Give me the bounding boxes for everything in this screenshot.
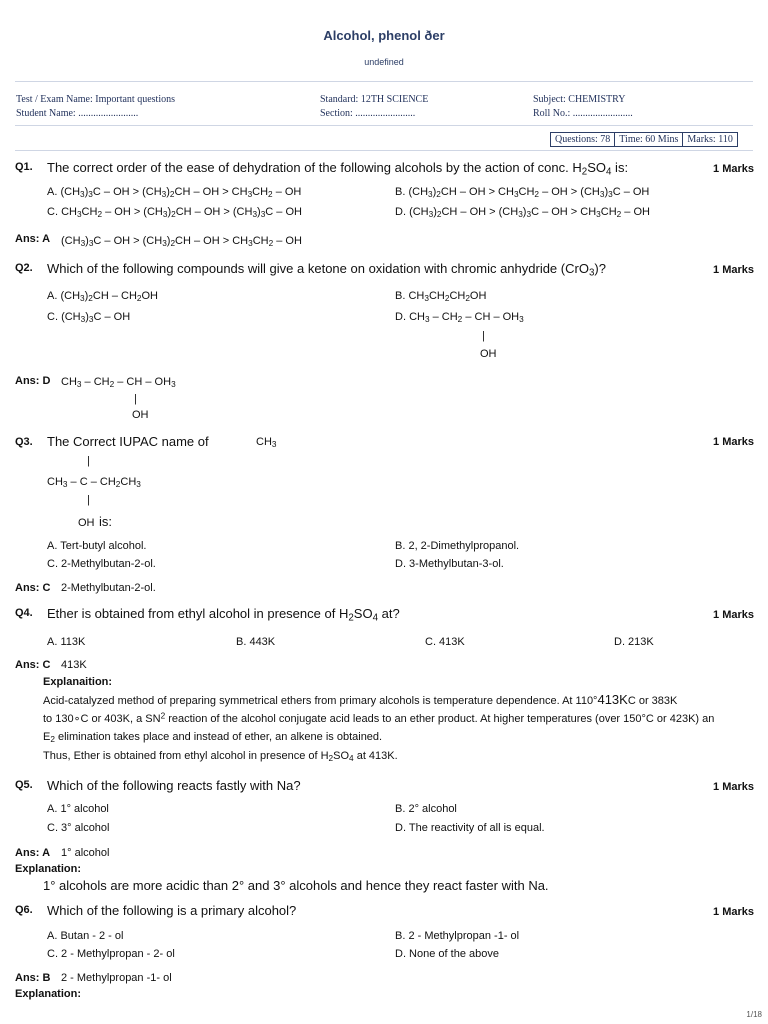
question-number: Q1. xyxy=(15,161,33,173)
subscript: 4 xyxy=(372,612,379,624)
subscript: 4 xyxy=(606,166,612,178)
explanation-line xyxy=(43,750,398,762)
question-marks: 1 Marks xyxy=(713,906,754,918)
option-formula: $(CH_3)_2CH - CH_2OH$ xyxy=(60,290,158,304)
option-c: C. 413K xyxy=(425,636,465,648)
option-formula: $CH_3CH_2$ – OH > $(CH_3)_2CH$ – OH > $(CH_3)_3C$ – OH xyxy=(61,206,302,220)
subscript: 2 xyxy=(348,612,354,624)
subscript: 2 xyxy=(50,735,55,745)
option-formula: $(CH_3)_2CH$ – OH > $CH_3CH_2$ – OH > $(CH_3)_3C$ – OH xyxy=(408,186,650,200)
option-formula: $CH_3 - CH_2$ – CH – $OH_3$ xyxy=(409,311,524,325)
option-b: B. 2 - Methylpropan -1- ol xyxy=(395,930,520,942)
option-c: C. 2 - Methylpropan - 2- ol xyxy=(47,948,175,960)
student-name: Student Name: ........................ xyxy=(16,108,139,119)
explanation-line xyxy=(43,731,382,743)
question-text-part: at? xyxy=(378,606,400,621)
option-formula: $(CH_3)_3C$ – OH xyxy=(61,311,131,325)
question-marks: 1 Marks xyxy=(713,609,754,621)
option-b: B. 443K xyxy=(236,636,276,648)
option-a xyxy=(47,290,158,302)
answer-formula: $(CH_3)_3C$ – OH > $(CH_3)_2CH$ – OH > $CH_3CH_2$ – OH xyxy=(61,235,302,249)
struct-main-chain xyxy=(47,476,141,488)
bond-line: | xyxy=(87,494,90,506)
subscript: 3 xyxy=(588,267,595,279)
question-text xyxy=(47,606,400,624)
question-text: Which of the following reacts fastly with Na? xyxy=(47,778,301,793)
exam-stats xyxy=(550,132,738,147)
subscript: 2 xyxy=(328,754,334,764)
hydroxyl-group: OH xyxy=(78,517,95,529)
answer-label: Ans: A xyxy=(15,847,51,859)
header-divider xyxy=(15,81,753,82)
explanation-text: elimination takes place and instead of ether, an alkene is obtained. xyxy=(54,731,383,743)
explanation-heading: Explanation: xyxy=(15,863,82,875)
explanation-text: Acid-catalyzed method of preparing symmetrical ethers from primary alcohols is temperature dependence. At 110° xyxy=(43,695,598,707)
explanation-text: reaction of the alcohol conjugate acid leads to an ether product. At higher temperatures (over 150°C or 423K) an xyxy=(165,713,715,725)
question-text-part: SO xyxy=(353,606,373,621)
answer-formula: $CH_3 - CH_2$ – CH – $OH_3$ xyxy=(61,376,176,390)
question-marks: 1 Marks xyxy=(713,264,754,276)
subscript: 2 xyxy=(581,166,588,178)
question-number: Q2. xyxy=(15,262,33,274)
answer-label: Ans: C xyxy=(15,582,51,594)
question-marks: 1 Marks xyxy=(713,163,754,175)
answer-label: Ans: B xyxy=(15,972,51,984)
option-d: D. 3-Methylbutan-3-ol. xyxy=(395,558,504,570)
section: Section: ........................ xyxy=(320,108,416,119)
option-formula: $CH_3CH_2CH_2OH$ xyxy=(408,290,487,304)
option-letter: A. xyxy=(47,186,58,198)
explanation-text: SO xyxy=(333,750,350,762)
option-letter: C. xyxy=(47,311,58,323)
option-b: B. 2, 2-Dimethylpropanol. xyxy=(395,540,520,552)
answer-label: Ans: C xyxy=(15,659,51,671)
page-number: 1/18 xyxy=(746,1010,762,1019)
total-marks: Marks: 110 xyxy=(687,134,733,145)
option-letter: B. xyxy=(395,186,406,198)
answer-text: 1° alcohol xyxy=(61,847,110,859)
bond-line: | xyxy=(482,330,485,342)
stats-divider xyxy=(15,150,753,151)
question-text: Which of the following is a primary alcohol? xyxy=(47,903,297,918)
option-d: D. 213K xyxy=(614,636,654,648)
question-text-part: The correct order of the ease of dehydration of the following alcohols by the action of conc. H xyxy=(47,160,582,175)
option-d: D. None of the above xyxy=(395,948,499,960)
option-b xyxy=(395,290,486,302)
answer-label: Ans: A xyxy=(15,233,51,245)
option-letter: B. xyxy=(395,290,406,302)
formula: $CH_3$ – C – $CH_2CH_3$ xyxy=(47,476,141,490)
explanation-text: 413K xyxy=(597,692,628,707)
formula: $CH_3$ xyxy=(256,436,277,450)
struct-methyl xyxy=(256,436,276,448)
answer-label: Ans: D xyxy=(15,375,51,387)
struct-oh xyxy=(78,513,112,531)
option-formula: $(CH_3)_2CH$ – OH > $(CH_3)_3C$ – OH > $CH_3CH_2$ – OH xyxy=(409,206,650,220)
option-a: A. 1° alcohol xyxy=(47,803,109,815)
page-subtitle: undefined xyxy=(364,57,404,67)
subscript: 4 xyxy=(349,754,354,764)
option-letter: D. xyxy=(395,206,406,218)
explanation-text: to 130∘C or 403K, a SN xyxy=(43,713,161,725)
question-text-part: is: xyxy=(98,514,112,529)
time-limit: Time: 60 Mins xyxy=(615,133,683,146)
subject: Subject: CHEMISTRY xyxy=(533,94,626,105)
roll-no: Roll No.: ........................ xyxy=(533,108,633,119)
question-text-part: Which of the following compounds will give a ketone on oxidation with chromic anhydride (CrO xyxy=(47,261,589,276)
explanation-heading: Explanation: xyxy=(15,988,82,1000)
page-title: Alcohol, phenol ðer xyxy=(323,28,445,43)
hydroxyl-group: OH xyxy=(132,409,149,421)
explanation-heading: Explanaition: xyxy=(43,676,113,688)
question-number: Q4. xyxy=(15,607,33,619)
question-text-part: is: xyxy=(611,160,629,175)
explanation-text: 1° alcohols are more acidic than 2° and 3° alcohols and hence they react faster with Na. xyxy=(43,878,549,893)
answer-text: 2-Methylbutan-2-ol. xyxy=(61,582,156,594)
option-letter: A. xyxy=(47,290,58,302)
question-text: The Correct IUPAC name of xyxy=(47,434,209,449)
option-d xyxy=(395,206,650,218)
question-number: Q6. xyxy=(15,904,33,916)
answer-text: 413K xyxy=(61,659,87,671)
explanation-line xyxy=(43,692,677,707)
question-marks: 1 Marks xyxy=(713,436,754,448)
question-number: Q3. xyxy=(15,436,33,448)
option-a xyxy=(47,186,301,198)
standard: Standard: 12TH SCIENCE xyxy=(320,94,429,105)
explanation-line xyxy=(43,712,714,725)
explanation-text: E xyxy=(43,731,51,743)
explanation-text: Thus, Ether is obtained from ethyl alcohol in presence of H xyxy=(43,750,329,762)
question-marks: 1 Marks xyxy=(713,781,754,793)
bond-line: | xyxy=(87,455,90,467)
option-d: D. The reactivity of all is equal. xyxy=(395,822,545,834)
option-a: A. 113K xyxy=(47,636,86,648)
option-c xyxy=(47,206,302,218)
option-letter: D. xyxy=(395,311,406,323)
option-c: C. 2-Methylbutan-2-ol. xyxy=(47,558,156,570)
hydroxyl-group: OH xyxy=(480,348,497,360)
questions-count: Questions: 78 xyxy=(551,133,615,146)
option-c: C. 3° alcohol xyxy=(47,822,110,834)
explanation-text: at 413K. xyxy=(353,750,398,762)
meta-divider xyxy=(15,125,753,126)
option-c xyxy=(47,311,130,323)
question-number: Q5. xyxy=(15,779,33,791)
answer-text xyxy=(61,235,302,247)
answer-text: 2 - Methylpropan -1- ol xyxy=(61,972,172,984)
question-text-part: Ether is obtained from ethyl alcohol in presence of H xyxy=(47,606,349,621)
explanation-text: C or 383K xyxy=(627,695,678,707)
option-b xyxy=(395,186,649,198)
option-d xyxy=(395,311,524,323)
superscript: 2 xyxy=(160,711,166,721)
test-name: Test / Exam Name: Important questions xyxy=(16,94,175,105)
option-a: A. Tert-butyl alcohol. xyxy=(47,540,147,552)
answer-text xyxy=(61,376,176,388)
question-text xyxy=(47,261,606,279)
option-a: A. Butan - 2 - ol xyxy=(47,930,124,942)
question-text xyxy=(47,160,629,178)
option-formula: $(CH_3)_3C$ – OH > $(CH_3)_2CH$ – OH > $CH_3CH_2$ – OH xyxy=(60,186,302,200)
option-letter: C. xyxy=(47,206,58,218)
question-text-part: )? xyxy=(594,261,606,276)
question-text-part: SO xyxy=(587,160,606,175)
bond-line: | xyxy=(134,393,137,405)
option-b: B. 2° alcohol xyxy=(395,803,457,815)
